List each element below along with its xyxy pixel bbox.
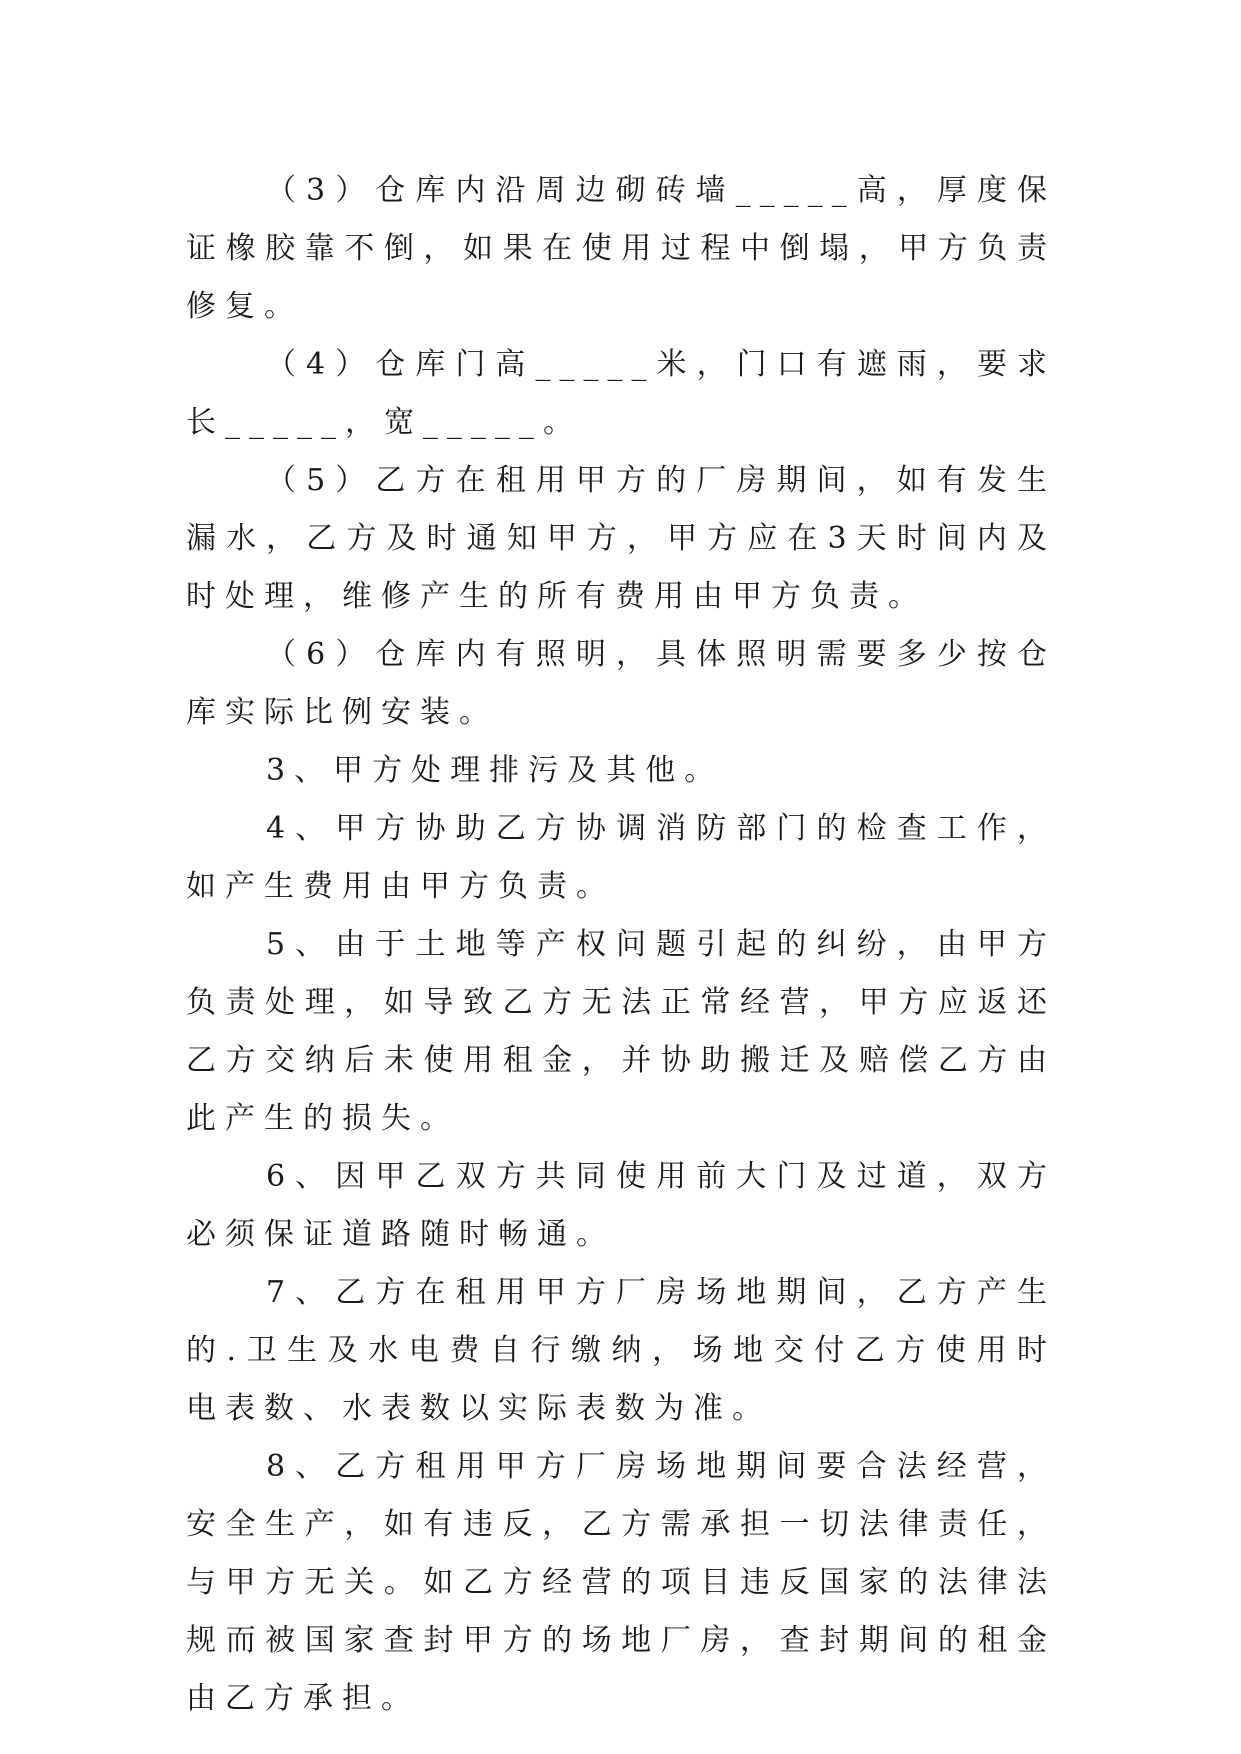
paragraph-item-8: 8、乙方租用甲方厂房场地期间要合法经营，安全生产，如有违反，乙方需承担一切法律责任，与甲方无关。如乙方经营的项目违反国家的法律法规而被国家查封甲方的场地厂房，查封期间的租金由乙方承担。	[186, 1449, 1056, 1716]
paragraph-clause-5: （5）乙方在租用甲方的厂房期间，如有发生漏水，乙方及时通知甲方，甲方应在3天时间内及时处理，维修产生的所有费用由甲方负责。	[186, 463, 1056, 614]
paragraph-clause-4: （4）仓库门高_____米，门口有遮雨，要求长_____，宽_____。	[186, 347, 1056, 440]
paragraph-clause-3: （3）仓库内沿周边砌砖墙_____高，厚度保证橡胶靠不倒，如果在使用过程中倒塌，甲方负责修复。	[186, 173, 1056, 324]
paragraph-item-6: 6、因甲乙双方共同使用前大门及过道，双方必须保证道路随时畅通。	[186, 1159, 1056, 1252]
paragraph-item-3: 3、甲方处理排污及其他。	[266, 753, 724, 788]
paragraph-item-4: 4、甲方协助乙方协调消防部门的检查工作，如产生费用由甲方负责。	[186, 811, 1056, 904]
document-body	[186, 162, 1056, 1728]
paragraph-item-5: 5、由于土地等产权问题引起的纠纷，由甲方负责处理，如导致乙方无法正常经营，甲方应返还乙方交纳后未使用租金，并协助搬迁及赔偿乙方由此产生的损失。	[186, 927, 1056, 1136]
paragraph-clause-6: （6）仓库内有照明，具体照明需要多少按仓库实际比例安装。	[186, 637, 1056, 730]
paragraph-item-7: 7、乙方在租用甲方厂房场地期间，乙方产生的.卫生及水电费自行缴纳，场地交付乙方使用时电表数、水表数以实际表数为准。	[186, 1275, 1056, 1426]
